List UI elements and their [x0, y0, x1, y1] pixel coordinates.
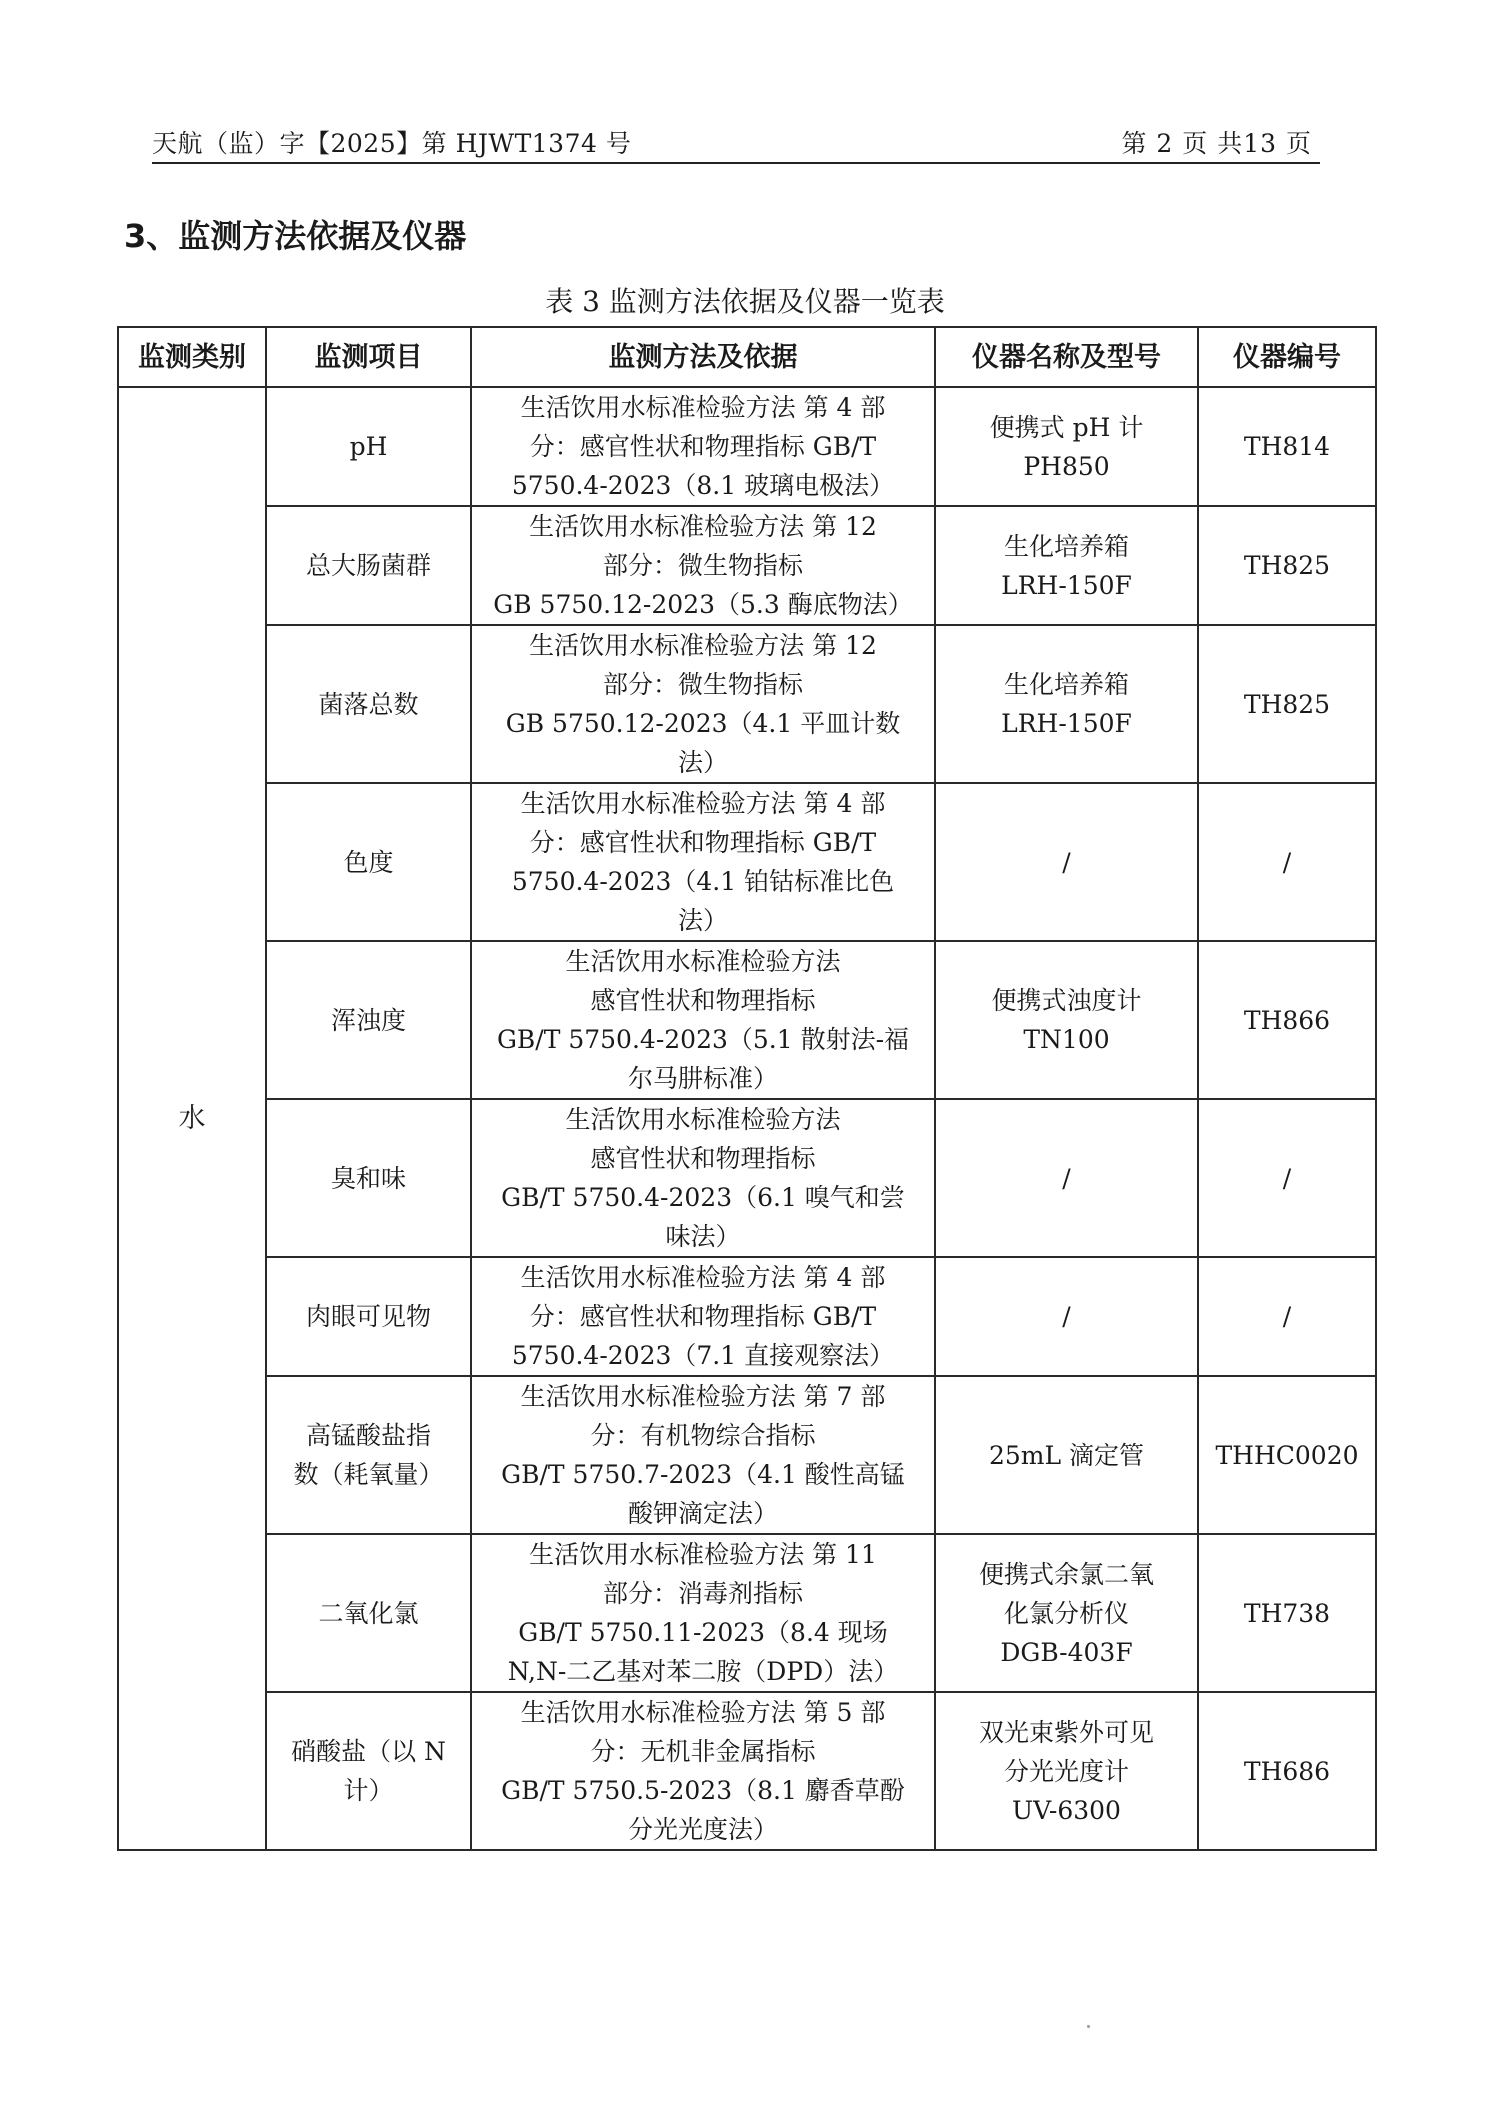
instrument-number-cell: [1198, 1692, 1376, 1850]
table-row: [118, 1534, 1376, 1692]
item-cell-text: 浑浊度: [330, 1005, 406, 1035]
table-header-row: [118, 327, 1376, 387]
method-cell: [471, 387, 935, 506]
item-cell-text: 色度: [343, 847, 394, 877]
instrument-number-cell: [1198, 625, 1376, 783]
table-row: [118, 387, 1376, 506]
method-cell-text: 生活饮用水标准检验方法 感官性状和物理指标 GB/T 5750.4-2023（5.1 散射法-福 尔马肼标准）: [496, 947, 910, 1093]
instrument-number-cell-text: TH686: [1243, 1756, 1331, 1786]
scan-speck: [1087, 2025, 1090, 2028]
instrument-cell-text: /: [1062, 1302, 1071, 1331]
method-cell: [471, 1534, 935, 1692]
item-cell-text: 总大肠菌群: [305, 551, 431, 580]
instrument-number-cell: [1198, 1534, 1376, 1692]
method-cell-text: 生活饮用水标准检验方法 第 7 部 分：有机物综合指标 GB/T 5750.7-2023（4.1 酸性高锰 酸钾滴定法）: [501, 1382, 905, 1528]
page-number: 第 2 页 共13 页: [1121, 129, 1312, 158]
method-cell-text: 生活饮用水标准检验方法 第 4 部 分：感官性状和物理指标 GB/T 5750.4-2023（7.1 直接观察法）: [511, 1263, 895, 1370]
instrument-number-cell-text: TH825: [1243, 689, 1331, 719]
instrument-cell: [935, 625, 1198, 783]
instrument-number-cell: [1198, 941, 1376, 1099]
method-cell-text: 生活饮用水标准检验方法 第 12 部分：微生物指标 GB 5750.12-2023（5.3 酶底物法）: [493, 512, 913, 619]
method-cell-text: 生活饮用水标准检验方法 第 4 部 分：感官性状和物理指标 GB/T 5750.4-2023（8.1 玻璃电极法）: [511, 393, 895, 500]
instrument-cell: [935, 387, 1198, 506]
instrument-cell: [935, 1376, 1198, 1534]
item-cell: [266, 783, 471, 941]
item-cell-text: 高锰酸盐指 数（耗氧量）: [293, 1421, 444, 1489]
instrument-cell-text: 生化培养箱 LRH-150F: [1001, 531, 1132, 600]
method-cell-text: 生活饮用水标准检验方法 第 4 部 分：感官性状和物理指标 GB/T 5750.4-2023（4.1 铂钴标准比色 法）: [511, 789, 895, 935]
instrument-cell-text: 便携式浊度计 TN100: [991, 986, 1142, 1054]
instrument-cell: [935, 783, 1198, 941]
instrument-number-cell: [1198, 387, 1376, 506]
item-cell: [266, 1692, 471, 1850]
instrument-number-cell-text: THHC0020: [1215, 1440, 1359, 1470]
item-cell-text: 硝酸盐（以 N 计）: [291, 1737, 446, 1805]
instrument-number-cell: [1198, 1099, 1376, 1257]
instrument-cell-text: /: [1062, 847, 1071, 877]
instrument-cell-text: 生化培养箱 LRH-150F: [1001, 670, 1132, 738]
report-number: 天航（监）字【2025】第 HJWT1374 号: [152, 129, 632, 158]
item-cell: [266, 1376, 471, 1534]
category-cell: 水: [118, 387, 266, 1850]
instrument-cell: [935, 1257, 1198, 1376]
instrument-number-cell-text: TH814: [1243, 432, 1331, 461]
instrument-cell-text: 25mL 滴定管: [988, 1440, 1145, 1470]
instrument-number-cell: [1198, 1257, 1376, 1376]
instrument-number-cell-text: /: [1282, 847, 1292, 877]
instrument-number-cell: [1198, 506, 1376, 625]
header-instrument: 仪器名称及型号: [935, 327, 1198, 387]
header-item: 监测项目: [266, 327, 471, 387]
item-cell: [266, 387, 471, 506]
header-category: 监测类别: [118, 327, 266, 387]
method-cell-text: 生活饮用水标准检验方法 第 12 部分：微生物指标 GB 5750.12-2023（4.1 平皿计数 法）: [505, 631, 901, 777]
instrument-number-cell-text: /: [1282, 1163, 1292, 1193]
table-row: [118, 1099, 1376, 1257]
item-cell-text: 菌落总数: [318, 689, 419, 719]
table-row: [118, 625, 1376, 783]
instrument-cell: [935, 506, 1198, 625]
instrument-cell: [935, 1534, 1198, 1692]
method-cell: [471, 1692, 935, 1850]
item-cell: [266, 941, 471, 1099]
instrument-cell: [935, 1099, 1198, 1257]
method-cell-text: 生活饮用水标准检验方法 第 5 部 分：无机非金属指标 GB/T 5750.5-2023（8.1 麝香草酚 分光光度法）: [501, 1698, 905, 1844]
item-cell: [266, 1534, 471, 1692]
header-number: 仪器编号: [1198, 327, 1376, 387]
instrument-number-cell: [1198, 783, 1376, 941]
instrument-cell-text: /: [1062, 1163, 1071, 1193]
instrument-number-cell-text: TH738: [1243, 1598, 1331, 1628]
method-cell: [471, 1257, 935, 1376]
item-cell: [266, 625, 471, 783]
method-cell-text: 生活饮用水标准检验方法 第 11 部分：消毒剂指标 GB/T 5750.11-2023（8.4 现场 N,N-二乙基对苯二胺（DPD）法）: [507, 1540, 899, 1686]
table-row: [118, 1257, 1376, 1376]
instrument-number-cell-text: /: [1282, 1302, 1292, 1331]
instrument-cell-text: 双光束紫外可见 分光光度计 UV-6300: [978, 1717, 1154, 1825]
table-caption: 表 3 监测方法依据及仪器一览表: [545, 285, 945, 318]
section-title: 3、监测方法依据及仪器: [124, 217, 467, 255]
header-method: 监测方法及依据: [471, 327, 935, 387]
table-body: [118, 387, 1376, 1850]
item-cell: [266, 1257, 471, 1376]
table-row: [118, 1692, 1376, 1850]
method-cell: [471, 941, 935, 1099]
item-cell: [266, 1099, 471, 1257]
instrument-number-cell-text: TH825: [1243, 551, 1331, 580]
table-row: [118, 1376, 1376, 1534]
table-row: [118, 783, 1376, 941]
instrument-number-cell: [1198, 1376, 1376, 1534]
instrument-number-cell-text: TH866: [1243, 1005, 1331, 1035]
table-row: [118, 506, 1376, 625]
page-header: [152, 118, 1320, 164]
item-cell-text: pH: [349, 432, 388, 461]
item-cell: [266, 506, 471, 625]
method-cell: [471, 1099, 935, 1257]
item-cell-text: 肉眼可见物: [305, 1302, 431, 1331]
method-cell: [471, 625, 935, 783]
method-cell: [471, 783, 935, 941]
methods-table: [117, 326, 1377, 1851]
item-cell-text: 臭和味: [330, 1163, 406, 1193]
table-row: [118, 941, 1376, 1099]
item-cell-text: 二氧化氯: [318, 1598, 419, 1628]
instrument-cell: [935, 1692, 1198, 1850]
instrument-cell-text: 便携式 pH 计 PH850: [989, 412, 1144, 481]
instrument-cell-text: 便携式余氯二氧 化氯分析仪 DGB-403F: [978, 1559, 1154, 1667]
method-cell: [471, 506, 935, 625]
instrument-cell: [935, 941, 1198, 1099]
method-cell-text: 生活饮用水标准检验方法 感官性状和物理指标 GB/T 5750.4-2023（6.1 嗅气和尝 味法）: [501, 1105, 905, 1251]
method-cell: [471, 1376, 935, 1534]
